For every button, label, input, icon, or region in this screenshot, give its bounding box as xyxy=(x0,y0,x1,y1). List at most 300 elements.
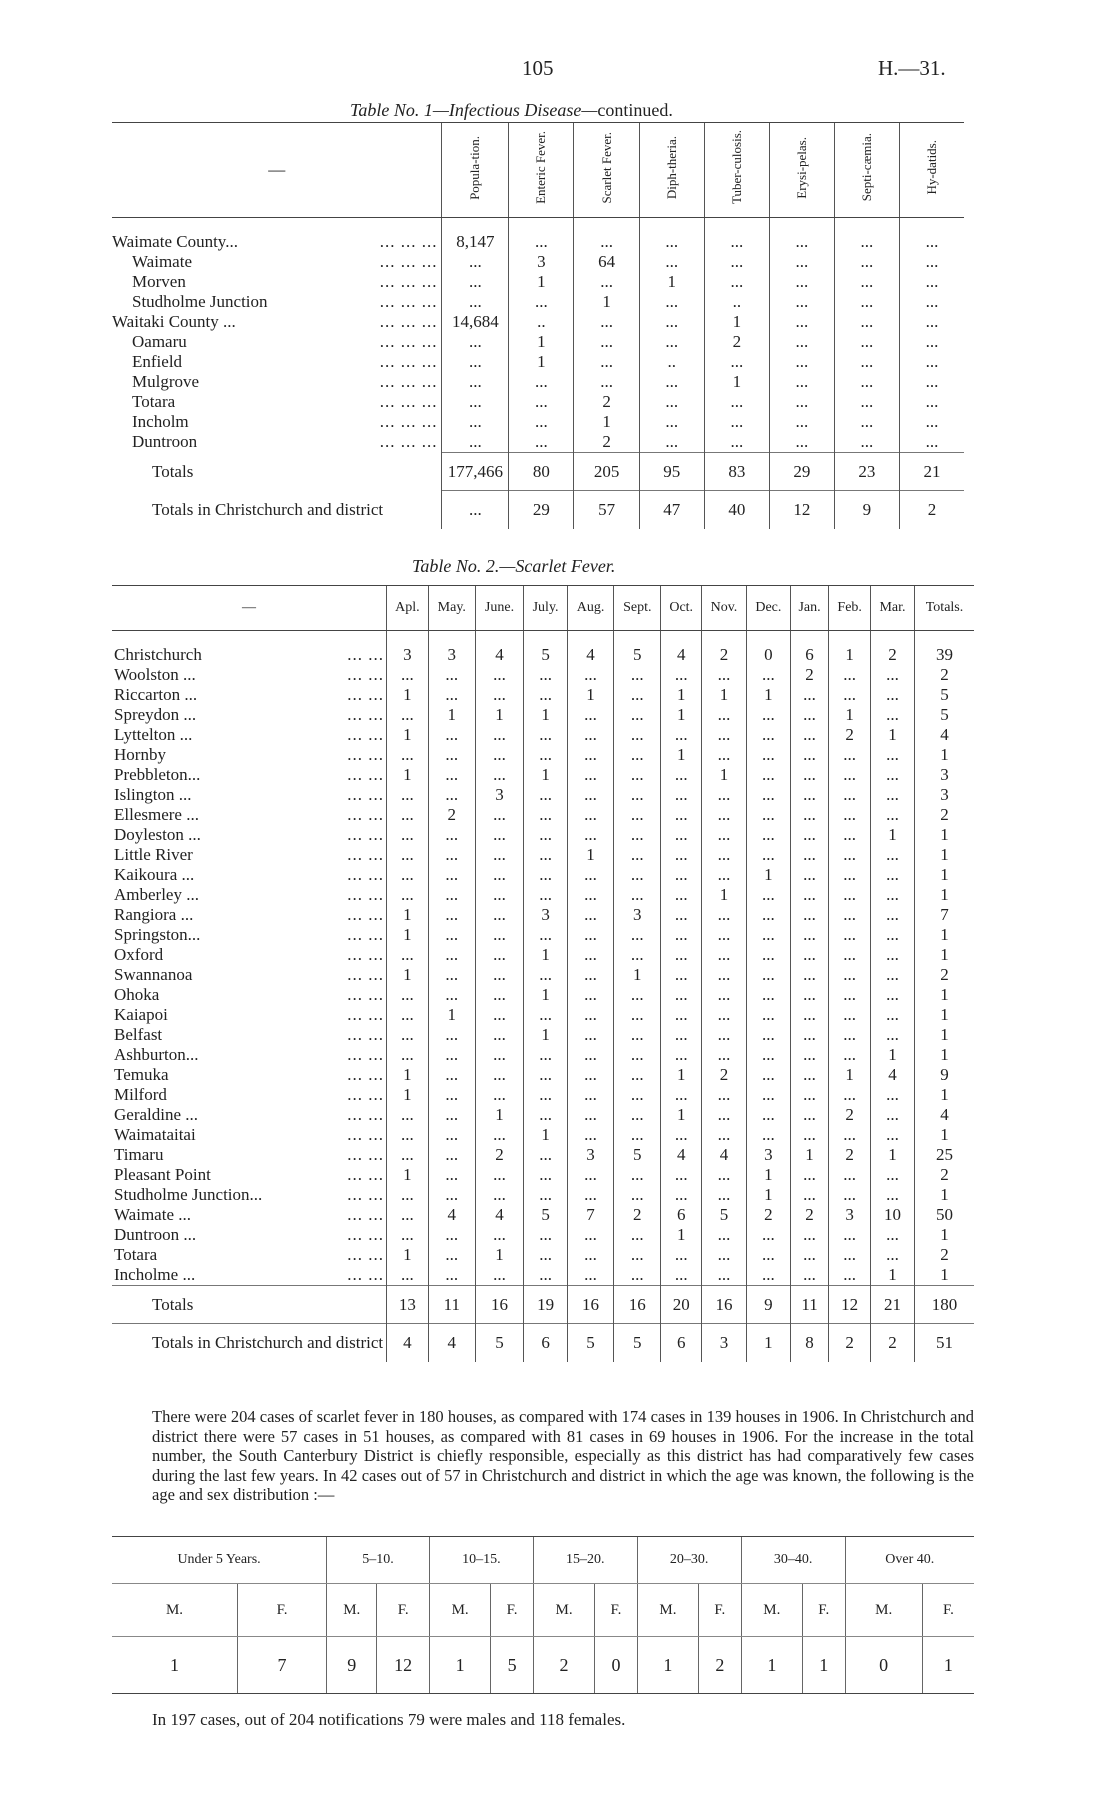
month-value-cell: ... xyxy=(614,785,661,805)
month-column-header: Nov. xyxy=(702,586,747,631)
page-number: 105 xyxy=(522,56,554,80)
month-value-cell: 2 xyxy=(914,1165,974,1185)
value-cell: ... xyxy=(442,372,509,392)
totals-value: 29 xyxy=(509,491,574,529)
district-name xyxy=(112,865,387,885)
table1-row xyxy=(112,352,964,372)
leader-dots: ... ... xyxy=(347,1245,384,1264)
leader-dots: ... ... ... xyxy=(379,252,438,271)
month-value-cell: 2 xyxy=(914,1245,974,1265)
leader-dots: ... ... xyxy=(347,865,384,884)
value-cell: ... xyxy=(899,352,964,372)
table1-totals_chch-row xyxy=(112,491,964,529)
month-value-cell: 25 xyxy=(914,1145,974,1165)
month-value-cell: 1 xyxy=(387,965,429,985)
age-group-header: 5–10. xyxy=(327,1537,430,1584)
month-value-cell: ... xyxy=(746,965,790,985)
month-value-cell: ... xyxy=(661,1185,702,1205)
month-value-cell: 7 xyxy=(914,905,974,925)
month-value-cell: 4 xyxy=(661,1145,702,1165)
month-value-cell: ... xyxy=(567,765,613,785)
month-value-cell: ... xyxy=(387,1145,429,1165)
totals-value: 40 xyxy=(704,491,769,529)
month-value-cell: ... xyxy=(614,925,661,945)
leader-dots: ... ... xyxy=(347,785,384,804)
month-value-cell: 1 xyxy=(914,1085,974,1105)
value-cell: ... xyxy=(769,372,834,392)
month-value-cell: ... xyxy=(567,1265,613,1286)
month-value-cell: 39 xyxy=(914,645,974,665)
district-label: Woolston ... xyxy=(114,665,196,684)
leader-dots: ... ... xyxy=(347,645,384,664)
value-cell: ... xyxy=(574,232,639,252)
leader-dots: ... ... xyxy=(347,745,384,764)
month-value-cell: ... xyxy=(475,1085,523,1105)
month-value-cell: ... xyxy=(702,925,747,945)
table2-row xyxy=(112,645,974,665)
month-value-cell: ... xyxy=(790,985,828,1005)
sex-header: M. xyxy=(112,1584,237,1637)
district-label: Lyttelton ... xyxy=(114,725,193,744)
month-value-cell: ... xyxy=(829,665,871,685)
month-value-cell: ... xyxy=(661,945,702,965)
month-value-cell: ... xyxy=(524,1085,568,1105)
month-value-cell: ... xyxy=(614,1245,661,1265)
value-cell: ... xyxy=(704,432,769,453)
month-value-cell: ... xyxy=(661,965,702,985)
age-group-header: Under 5 Years. xyxy=(112,1537,327,1584)
value-cell: ... xyxy=(834,232,899,252)
totals-value: 5 xyxy=(614,1324,661,1362)
value-cell: ... xyxy=(899,312,964,332)
month-value-cell: 3 xyxy=(475,785,523,805)
totals-value: 2 xyxy=(899,491,964,529)
month-value-cell: ... xyxy=(871,1185,915,1205)
month-value-cell: ... xyxy=(567,825,613,845)
table2-row xyxy=(112,1225,974,1245)
month-value-cell: ... xyxy=(567,705,613,725)
month-value-cell: 1 xyxy=(524,705,568,725)
month-value-cell: ... xyxy=(661,825,702,845)
spacer-cell xyxy=(914,631,974,646)
value-cell: ... xyxy=(704,232,769,252)
district-name xyxy=(112,825,387,845)
value-cell: ... xyxy=(509,392,574,412)
month-value-cell: ... xyxy=(702,1105,747,1125)
table1-row xyxy=(112,392,964,412)
month-value-cell: 5 xyxy=(614,1145,661,1165)
month-value-cell: ... xyxy=(829,985,871,1005)
month-value-cell: ... xyxy=(428,1145,475,1165)
district-name xyxy=(112,1025,387,1045)
spacer-cell xyxy=(442,218,509,233)
month-value-cell: ... xyxy=(702,1125,747,1145)
district-label: Ashburton... xyxy=(114,1045,199,1064)
month-value-cell: ... xyxy=(428,1065,475,1085)
month-value-cell: 1 xyxy=(614,965,661,985)
month-value-cell: ... xyxy=(524,885,568,905)
value-cell: ... xyxy=(834,412,899,432)
month-value-cell: 2 xyxy=(790,1205,828,1225)
month-value-cell: ... xyxy=(387,945,429,965)
month-value-cell: ... xyxy=(524,1185,568,1205)
spacer-cell xyxy=(567,631,613,646)
month-value-cell: 3 xyxy=(746,1145,790,1165)
month-value-cell: ... xyxy=(661,725,702,745)
leader-dots: ... ... xyxy=(347,965,384,984)
table2-row xyxy=(112,785,974,805)
month-value-cell: 1 xyxy=(871,1045,915,1065)
month-value-cell: ... xyxy=(524,685,568,705)
month-value-cell: ... xyxy=(661,1085,702,1105)
month-value-cell: ... xyxy=(871,985,915,1005)
district-label: Ellesmere ... xyxy=(114,805,199,824)
month-value-cell: ... xyxy=(475,945,523,965)
spacer-cell xyxy=(428,631,475,646)
value-cell: .. xyxy=(639,352,704,372)
column-label: Hy-datids. xyxy=(923,140,939,195)
document-reference: H.—31. xyxy=(878,56,946,80)
totals-value: 2 xyxy=(871,1324,915,1362)
month-column-header: Apl. xyxy=(387,586,429,631)
value-cell: 14,684 xyxy=(442,312,509,332)
spacer-cell xyxy=(746,631,790,646)
month-value-cell: ... xyxy=(567,1185,613,1205)
table2-row xyxy=(112,965,974,985)
month-value-cell: ... xyxy=(614,885,661,905)
month-value-cell: 1 xyxy=(871,1145,915,1165)
column-label: Tuber-culosis. xyxy=(728,130,744,205)
month-value-cell: ... xyxy=(475,1265,523,1286)
value-cell: ... xyxy=(639,372,704,392)
value-cell: ... xyxy=(509,372,574,392)
month-value-cell: ... xyxy=(829,825,871,845)
month-value-cell: 1 xyxy=(387,925,429,945)
month-value-cell: ... xyxy=(661,1025,702,1045)
value-cell: ... xyxy=(769,432,834,453)
month-value-cell: ... xyxy=(790,1265,828,1286)
district-name xyxy=(112,312,442,332)
sex-header: M. xyxy=(637,1584,698,1637)
table1-row xyxy=(112,412,964,432)
month-value-cell: ... xyxy=(661,1165,702,1185)
month-value-cell: ... xyxy=(702,725,747,745)
district-label: Prebbleton... xyxy=(114,765,201,784)
month-value-cell: 50 xyxy=(914,1205,974,1225)
month-value-cell: ... xyxy=(871,845,915,865)
month-value-cell: ... xyxy=(428,885,475,905)
month-value-cell: 4 xyxy=(567,645,613,665)
month-value-cell: ... xyxy=(524,925,568,945)
totals-value: 16 xyxy=(614,1286,661,1324)
month-column-header: Mar. xyxy=(871,586,915,631)
leader-dots: ... ... xyxy=(347,925,384,944)
table2-row xyxy=(112,1005,974,1025)
leader-dots: ... ... ... xyxy=(379,432,438,452)
month-value-cell: ... xyxy=(829,925,871,945)
month-value-cell: ... xyxy=(387,805,429,825)
distribution-value: 0 xyxy=(595,1637,638,1694)
month-value-cell: ... xyxy=(614,825,661,845)
month-value-cell: ... xyxy=(614,985,661,1005)
value-cell: ... xyxy=(639,312,704,332)
month-value-cell: ... xyxy=(661,785,702,805)
district-label: Hornby xyxy=(114,745,166,764)
district-name xyxy=(112,252,442,272)
distribution-value: 12 xyxy=(377,1637,430,1694)
value-cell: ... xyxy=(639,332,704,352)
month-value-cell: 1 xyxy=(914,1025,974,1045)
month-value-cell: ... xyxy=(746,905,790,925)
district-label: Rangiora ... xyxy=(114,905,194,924)
distribution-value: 1 xyxy=(112,1637,237,1694)
totals-value: 6 xyxy=(524,1324,568,1362)
leader-dots: ... ... xyxy=(347,1125,384,1144)
totals-value: 51 xyxy=(914,1324,974,1362)
district-name xyxy=(112,805,387,825)
value-cell: ... xyxy=(509,292,574,312)
district-name xyxy=(112,685,387,705)
month-value-cell: ... xyxy=(871,745,915,765)
sex-header: F. xyxy=(803,1584,846,1637)
month-value-cell: ... xyxy=(567,1005,613,1025)
district-name xyxy=(112,705,387,725)
table2-row xyxy=(112,1065,974,1085)
month-value-cell: ... xyxy=(790,1185,828,1205)
month-value-cell: ... xyxy=(614,865,661,885)
sex-header: F. xyxy=(491,1584,534,1637)
month-value-cell: ... xyxy=(871,1165,915,1185)
totals-value: 95 xyxy=(639,453,704,491)
table2-row xyxy=(112,1205,974,1225)
month-value-cell: ... xyxy=(661,845,702,865)
month-value-cell: ... xyxy=(702,825,747,845)
month-value-cell: ... xyxy=(475,725,523,745)
month-value-cell: ... xyxy=(746,1125,790,1145)
summary-paragraph: There were 204 cases of scarlet fever in 180 houses, as compared with 174 cases in 139 houses in 1906. In Christchurch and district there were 57 cases in 51 houses, as compared with 81 cases in 69 houses in 1906. For the increase in the total number, the South Canterbury District is chiefly responsible, especially as this district has had comparatively few cases during the last few years. In 42 cases out of 57 in Christchurch and district in which the age was known, the following is the age and sex distribution :— xyxy=(152,1407,974,1504)
month-value-cell: ... xyxy=(746,765,790,785)
month-value-cell: ... xyxy=(614,1085,661,1105)
value-cell: 8,147 xyxy=(442,232,509,252)
district-name xyxy=(112,1085,387,1105)
leader-dots: ... ... ... xyxy=(379,312,438,331)
table2-row xyxy=(112,845,974,865)
month-value-cell: ... xyxy=(524,1225,568,1245)
month-value-cell: 1 xyxy=(871,825,915,845)
district-label: Riccarton ... xyxy=(114,685,198,704)
month-value-cell: ... xyxy=(790,1045,828,1065)
month-value-cell: ... xyxy=(428,1265,475,1286)
district-name xyxy=(112,1125,387,1145)
month-value-cell: ... xyxy=(387,1225,429,1245)
totals-value: 47 xyxy=(639,491,704,529)
month-value-cell: 2 xyxy=(746,1205,790,1225)
district-name xyxy=(112,665,387,685)
month-value-cell: 1 xyxy=(524,945,568,965)
spacer-cell xyxy=(790,631,828,646)
month-value-cell: ... xyxy=(661,865,702,885)
month-value-cell: 5 xyxy=(914,705,974,725)
district-label: Christchurch xyxy=(114,645,202,664)
month-value-cell: 2 xyxy=(829,1145,871,1165)
month-value-cell: 2 xyxy=(829,725,871,745)
month-value-cell: ... xyxy=(524,965,568,985)
district-label: Pleasant Point xyxy=(114,1165,211,1184)
district-label: Oamaru xyxy=(132,332,187,351)
leader-dots: ... ... xyxy=(347,1225,384,1244)
leader-dots: ... ... xyxy=(347,765,384,784)
leader-dots: ... ... xyxy=(347,825,384,844)
value-cell: ... xyxy=(442,292,509,312)
value-cell: ... xyxy=(769,232,834,252)
month-value-cell: ... xyxy=(702,945,747,965)
totals-label: Totals in Christchurch and district xyxy=(112,1324,387,1362)
month-value-cell: ... xyxy=(790,865,828,885)
month-value-cell: ... xyxy=(428,925,475,945)
month-value-cell: ... xyxy=(567,1105,613,1125)
month-value-cell: ... xyxy=(475,865,523,885)
month-value-cell: 3 xyxy=(428,645,475,665)
value-cell: ... xyxy=(834,332,899,352)
district-name xyxy=(112,1045,387,1065)
month-column-header: Totals. xyxy=(914,586,974,631)
month-value-cell: 5 xyxy=(524,645,568,665)
month-value-cell: ... xyxy=(829,965,871,985)
table1-column-header xyxy=(574,123,639,218)
month-value-cell: 2 xyxy=(702,1065,747,1085)
value-cell: ... xyxy=(442,392,509,412)
month-value-cell: ... xyxy=(790,965,828,985)
totals-value: 29 xyxy=(769,453,834,491)
district-name xyxy=(112,1245,387,1265)
month-value-cell: ... xyxy=(567,965,613,985)
value-cell: ... xyxy=(639,252,704,272)
month-value-cell: ... xyxy=(387,845,429,865)
month-value-cell: ... xyxy=(790,745,828,765)
totals-value: 3 xyxy=(702,1324,747,1362)
table2-row xyxy=(112,905,974,925)
month-value-cell: ... xyxy=(524,805,568,825)
totals-value: 9 xyxy=(746,1286,790,1324)
value-cell: ... xyxy=(769,392,834,412)
district-name xyxy=(112,272,442,292)
district-name xyxy=(112,645,387,665)
table2-row xyxy=(112,865,974,885)
month-value-cell: ... xyxy=(475,805,523,825)
leader-dots: ... ... ... xyxy=(379,372,438,391)
table2-row xyxy=(112,945,974,965)
leader-dots: ... ... xyxy=(347,1085,384,1104)
table1-row xyxy=(112,252,964,272)
month-value-cell: 1 xyxy=(387,1245,429,1265)
month-value-cell: 1 xyxy=(567,685,613,705)
month-value-cell: ... xyxy=(475,905,523,925)
month-value-cell: 2 xyxy=(702,645,747,665)
table1-row xyxy=(112,332,964,352)
column-label: Diph-theria. xyxy=(663,135,679,200)
district-label: Ohoka xyxy=(114,985,160,1004)
month-value-cell: ... xyxy=(829,1125,871,1145)
value-cell: ... xyxy=(442,332,509,352)
month-value-cell: ... xyxy=(387,705,429,725)
month-value-cell: ... xyxy=(475,925,523,945)
value-cell: ... xyxy=(704,392,769,412)
month-value-cell: 1 xyxy=(387,725,429,745)
value-cell: ... xyxy=(834,312,899,332)
month-value-cell: 1 xyxy=(702,765,747,785)
month-value-cell: 1 xyxy=(746,1165,790,1185)
table2-totals_chch-row xyxy=(112,1324,974,1362)
leader-dots: ... ... xyxy=(347,845,384,864)
month-value-cell: 4 xyxy=(914,1105,974,1125)
leader-dots: ... ... xyxy=(347,1065,384,1084)
month-value-cell: ... xyxy=(702,965,747,985)
month-value-cell: ... xyxy=(567,1025,613,1045)
table2-row xyxy=(112,1085,974,1105)
month-value-cell: ... xyxy=(428,785,475,805)
district-label: Doyleston ... xyxy=(114,825,201,844)
table2-row xyxy=(112,725,974,745)
value-cell: ... xyxy=(509,412,574,432)
sex-header: M. xyxy=(845,1584,922,1637)
leader-dots: ... ... xyxy=(347,1105,384,1124)
sex-header: M. xyxy=(533,1584,594,1637)
scarlet-fever-table xyxy=(112,585,974,1362)
district-label: Kaikoura ... xyxy=(114,865,195,884)
district-label: Timaru xyxy=(114,1145,164,1164)
month-value-cell: ... xyxy=(524,725,568,745)
value-cell: ... xyxy=(574,312,639,332)
month-value-cell: ... xyxy=(475,1225,523,1245)
totals-value: 83 xyxy=(704,453,769,491)
month-value-cell: ... xyxy=(387,1005,429,1025)
month-value-cell: ... xyxy=(567,1065,613,1085)
month-value-cell: ... xyxy=(614,1105,661,1125)
month-value-cell: ... xyxy=(661,925,702,945)
month-value-cell: ... xyxy=(567,725,613,745)
value-cell: ... xyxy=(639,412,704,432)
totals-value: 16 xyxy=(702,1286,747,1324)
spacer-cell xyxy=(704,218,769,233)
district-name xyxy=(112,412,442,432)
month-value-cell: 2 xyxy=(614,1205,661,1225)
month-value-cell: ... xyxy=(790,1125,828,1145)
month-value-cell: ... xyxy=(790,905,828,925)
month-value-cell: ... xyxy=(702,985,747,1005)
table1-header-row xyxy=(112,123,964,218)
month-value-cell: 1 xyxy=(702,885,747,905)
month-value-cell: ... xyxy=(871,925,915,945)
sex-header: F. xyxy=(699,1584,742,1637)
month-value-cell: ... xyxy=(746,1005,790,1025)
value-cell: ... xyxy=(639,392,704,412)
month-column-header: Oct. xyxy=(661,586,702,631)
month-value-cell: ... xyxy=(428,945,475,965)
month-value-cell: ... xyxy=(614,1125,661,1145)
district-label: Incholm xyxy=(132,412,189,431)
month-value-cell: ... xyxy=(614,1165,661,1185)
table2-row xyxy=(112,1245,974,1265)
table1-totals-row xyxy=(112,453,964,491)
month-value-cell: 3 xyxy=(614,905,661,925)
month-value-cell: ... xyxy=(829,945,871,965)
month-value-cell: ... xyxy=(746,1225,790,1245)
value-cell: ... xyxy=(899,272,964,292)
month-value-cell: ... xyxy=(614,805,661,825)
value-cell: ... xyxy=(769,292,834,312)
table1-column-header xyxy=(442,123,509,218)
value-cell: ... xyxy=(834,272,899,292)
